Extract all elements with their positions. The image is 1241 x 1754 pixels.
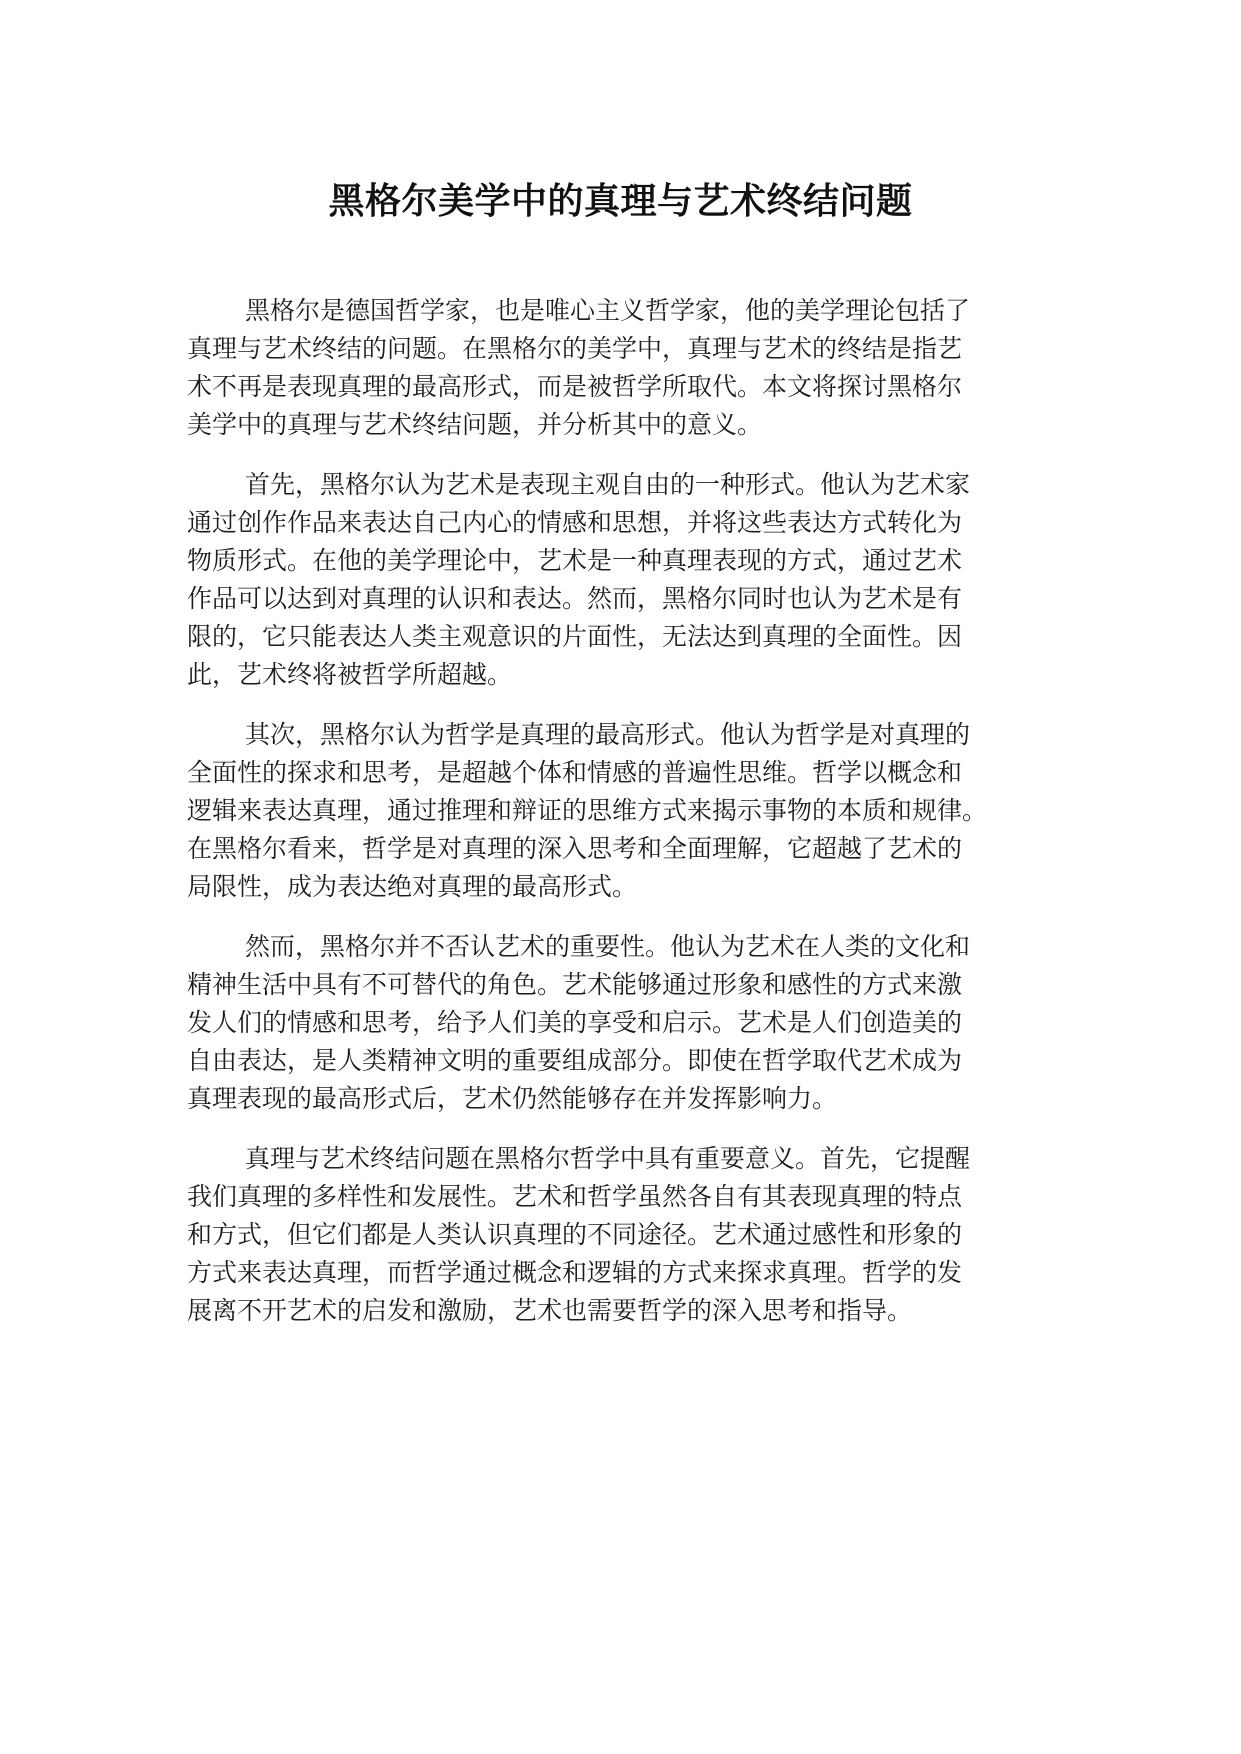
paragraph-line: 发人们的情感和思考，给予人们美的享受和启示。艺术是人们创造美的 [187, 1008, 963, 1037]
paragraph-line: 然而，黑格尔并不否认艺术的重要性。他认为艺术在人类的文化和 [245, 932, 971, 961]
paragraph-4 [187, 928, 1057, 1118]
paragraph-line: 我们真理的多样性和发展性。艺术和哲学虽然各自有其表现真理的特点 [187, 1182, 963, 1211]
paragraph-1 [187, 292, 1057, 444]
paragraph-5 [187, 1140, 1057, 1330]
paragraph-line: 黑格尔是德国哲学家，也是唯心主义哲学家，他的美学理论包括了 [245, 296, 971, 325]
paragraph-line: 逻辑来表达真理，通过推理和辩证的思维方式来揭示事物的本质和规律。 [187, 796, 988, 825]
paragraph-line: 展离不开艺术的启发和激励，艺术也需要哲学的深入思考和指导。 [187, 1296, 913, 1325]
paragraph-line: 作品可以达到对真理的认识和表达。然而，黑格尔同时也认为艺术是有 [187, 584, 963, 613]
document-title: 黑格尔美学中的真理与艺术终结问题 [328, 181, 913, 222]
paragraph-line: 方式来表达真理，而哲学通过概念和逻辑的方式来探求真理。哲学的发 [187, 1258, 963, 1287]
paragraph-line: 局限性，成为表达绝对真理的最高形式。 [187, 872, 638, 901]
paragraph-line: 此，艺术终将被哲学所超越。 [187, 660, 513, 689]
paragraph-line: 其次，黑格尔认为哲学是真理的最高形式。他认为哲学是对真理的 [245, 720, 971, 749]
paragraph-line: 美学中的真理与艺术终结问题，并分析其中的意义。 [187, 410, 763, 439]
paragraph-line: 通过创作作品来表达自己内心的情感和思想，并将这些表达方式转化为 [187, 508, 963, 537]
paragraph-line: 在黑格尔看来，哲学是对真理的深入思考和全面理解，它超越了艺术的 [187, 834, 963, 863]
paragraph-line: 自由表达，是人类精神文明的重要组成部分。即使在哲学取代艺术成为 [187, 1046, 963, 1075]
paragraph-line: 真理与艺术终结的问题。在黑格尔的美学中，真理与艺术的终结是指艺 [187, 334, 963, 363]
paragraph-line: 真理与艺术终结问题在黑格尔哲学中具有重要意义。首先，它提醒 [245, 1144, 971, 1173]
document-body [187, 292, 1057, 1352]
paragraph-line: 真理表现的最高形式后，艺术仍然能够存在并发挥影响力。 [187, 1084, 838, 1113]
paragraph-line: 首先，黑格尔认为艺术是表现主观自由的一种形式。他认为艺术家 [245, 470, 971, 499]
paragraph-line: 精神生活中具有不可替代的角色。艺术能够通过形象和感性的方式来激 [187, 970, 963, 999]
paragraph-line: 术不再是表现真理的最高形式，而是被哲学所取代。本文将探讨黑格尔 [187, 372, 963, 401]
paragraph-3 [187, 716, 1057, 906]
paragraph-line: 限的，它只能表达人类主观意识的片面性，无法达到真理的全面性。因 [187, 622, 963, 651]
paragraph-line: 物质形式。在他的美学理论中，艺术是一种真理表现的方式，通过艺术 [187, 546, 963, 575]
paragraph-line: 全面性的探求和思考，是超越个体和情感的普遍性思维。哲学以概念和 [187, 758, 963, 787]
paragraph-line: 和方式，但它们都是人类认识真理的不同途径。艺术通过感性和形象的 [187, 1220, 963, 1249]
paragraph-2 [187, 466, 1057, 694]
